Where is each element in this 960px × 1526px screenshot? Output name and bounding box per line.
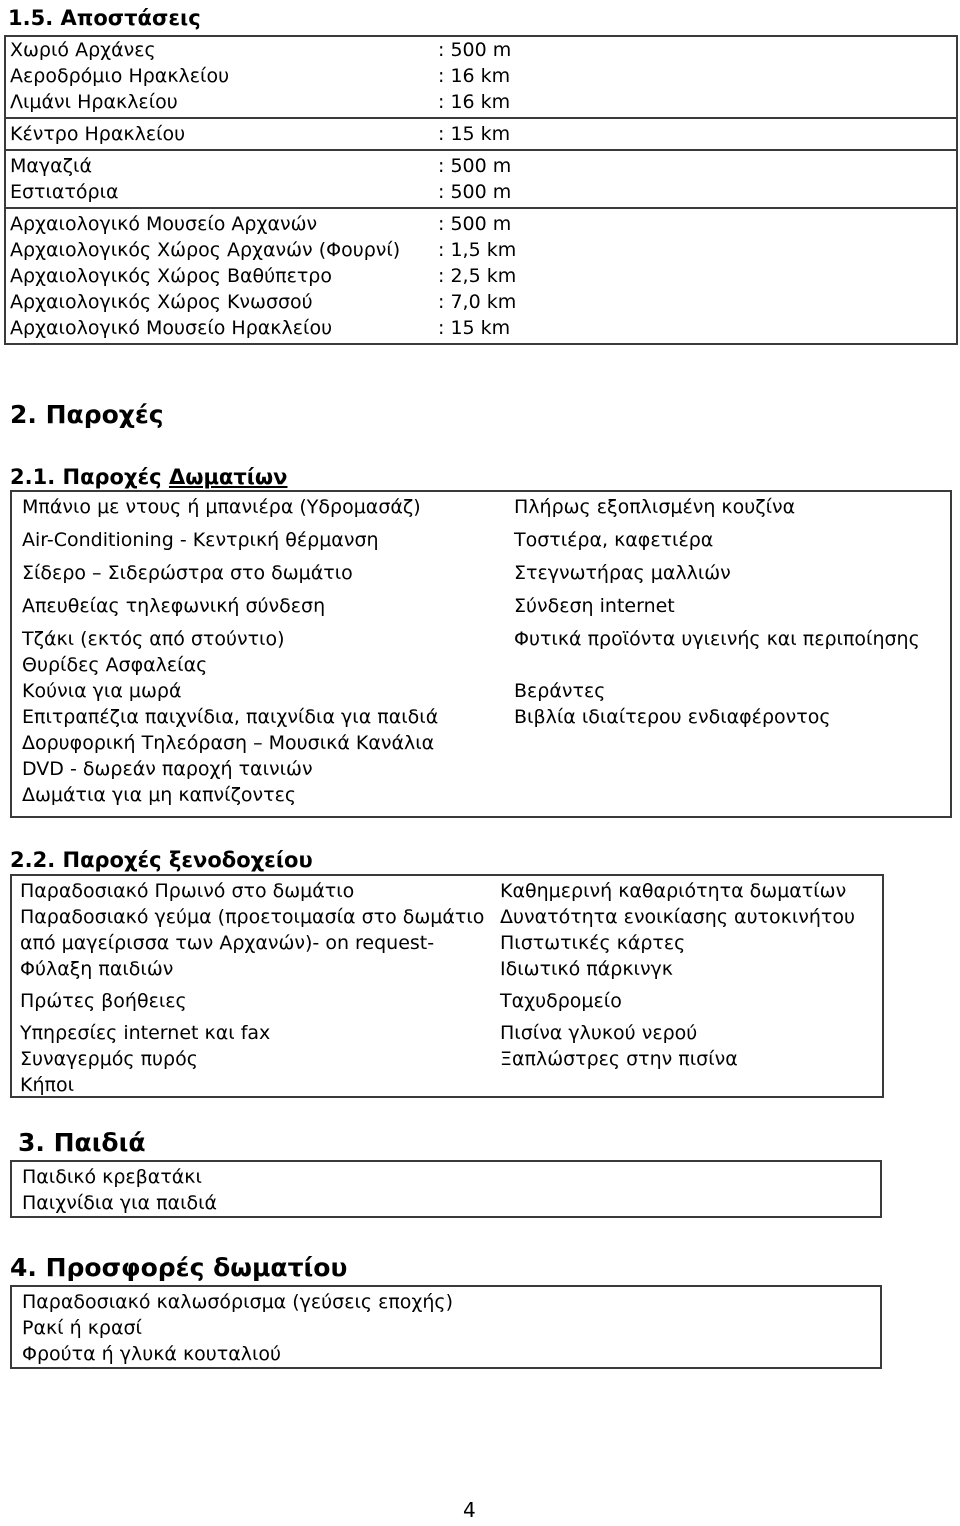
distance-place: Αρχαιολογικός Χώρος Βαθύπετρο [10, 265, 332, 287]
hotel-amenity-right: Πισίνα γλυκού νερού [500, 1022, 698, 1044]
distance-place: Αρχαιολογικός Χώρος Κνωσσού [10, 291, 313, 313]
room-amenity-left: Δωμάτια για μη καπνίζοντες [22, 784, 296, 806]
distance-value: : 16 km [438, 91, 511, 113]
section-2-heading: 2. Παροχές [10, 400, 164, 429]
hotel-amenity-right: Πιστωτικές κάρτες [500, 932, 686, 954]
distances-group-1 [4, 35, 958, 119]
children-box [10, 1160, 882, 1218]
room-amenity-right: Βεράντες [514, 680, 606, 702]
hotel-amenity-right: Ξαπλώστρες στην πισίνα [500, 1048, 738, 1070]
room-amenity-left: Δορυφορική Τηλεόραση – Μουσικά Κανάλια [22, 732, 435, 754]
room-amenity-right: Σύνδεση internet [514, 595, 675, 617]
distance-place: Αρχαιολογικό Μουσείο Αρχανών [10, 213, 318, 235]
room-offer-item: Ρακί ή κρασί [22, 1317, 142, 1339]
distances-group-2 [4, 117, 958, 151]
room-offer-item: Παραδοσιακό καλωσόρισμα (γεύσεις εποχής) [22, 1291, 453, 1313]
hotel-amenity-left: Κήποι [20, 1074, 74, 1096]
distance-place: Χωριό Αρχάνες [10, 39, 156, 61]
distance-place: Λιμάνι Ηρακλείου [10, 91, 178, 113]
hotel-amenity-left: Συναγερμός πυρός [20, 1048, 198, 1070]
room-amenity-right: Τοστιέρα, καφετιέρα [514, 529, 714, 551]
distance-place: Αρχαιολογικός Χώρος Αρχανών (Φουρνί) [10, 239, 401, 261]
hotel-amenities-box [10, 874, 884, 1098]
distance-value: : 500 m [438, 181, 512, 203]
section-3-heading: 3. Παιδιά [18, 1128, 146, 1157]
section-1-5-heading: 1.5. Αποστάσεις [8, 6, 201, 30]
distance-value: : 16 km [438, 65, 511, 87]
room-amenity-left: Επιτραπέζια παιχνίδια, παιχνίδια για παιδιά [22, 706, 439, 728]
hotel-amenity-right: Δυνατότητα ενοικίασης αυτοκινήτου [500, 906, 855, 928]
section-4-heading: 4. Προσφορές δωματίου [10, 1253, 348, 1282]
section-2-2-heading: 2.2. Παροχές ξενοδοχείου [10, 848, 313, 872]
distance-place: Κέντρο Ηρακλείου [10, 123, 186, 145]
room-amenities-box [10, 490, 952, 818]
hotel-amenity-left: Πρώτες βοήθειες [20, 990, 187, 1012]
room-amenity-left: DVD - δωρεάν παροχή ταινιών [22, 758, 313, 780]
room-amenity-right: Βιβλία ιδιαίτερου ενδιαφέροντος [514, 706, 831, 728]
room-amenity-right: Φυτικά προϊόντα υγιεινής και περιποίησης [514, 628, 920, 650]
hotel-amenity-right: Ταχυδρομείο [500, 990, 622, 1012]
distance-place: Αρχαιολογικό Μουσείο Ηρακλείου [10, 317, 333, 339]
room-offers-box [10, 1285, 882, 1369]
hotel-amenity-left: Παραδοσιακό γεύμα (προετοιμασία στο δωμάτιο [20, 906, 485, 928]
room-amenity-left: Air-Conditioning - Κεντρική θέρμανση [22, 529, 379, 551]
hotel-amenity-left: Υπηρεσίες internet και fax [20, 1022, 271, 1044]
hotel-amenity-left: Φύλαξη παιδιών [20, 958, 174, 980]
room-amenity-left: Θυρίδες Ασφαλείας [22, 654, 208, 676]
room-amenity-right: Πλήρως εξοπλισμένη κουζίνα [514, 496, 796, 518]
children-item: Παιχνίδια για παιδιά [22, 1192, 218, 1214]
section-2-1-heading-prefix: 2.1. Παροχές [10, 465, 169, 489]
room-amenity-left: Σίδερο – Σιδερώστρα στο δωμάτιο [22, 562, 353, 584]
hotel-amenity-right: Καθημερινή καθαριότητα δωματίων [500, 880, 847, 902]
distance-value: : 500 m [438, 213, 512, 235]
distances-group-3 [4, 149, 958, 209]
distance-place: Εστιατόρια [10, 181, 119, 203]
section-2-1-heading-underlined: Δωματίων [168, 465, 288, 489]
distance-value: : 500 m [438, 39, 512, 61]
hotel-amenity-right: Ιδιωτικό πάρκινγκ [500, 958, 674, 980]
room-amenity-right: Στεγνωτήρας μαλλιών [514, 562, 731, 584]
distance-value: : 15 km [438, 123, 511, 145]
distance-value: : 7,0 km [438, 291, 517, 313]
hotel-amenity-left: Παραδοσιακό Πρωινό στο δωμάτιο [20, 880, 355, 902]
distance-value: : 2,5 km [438, 265, 517, 287]
room-offer-item: Φρούτα ή γλυκά κουταλιού [22, 1343, 282, 1365]
distance-value: : 15 km [438, 317, 511, 339]
children-item: Παιδικό κρεβατάκι [22, 1166, 202, 1188]
distance-place: Μαγαζιά [10, 155, 92, 177]
room-amenity-left: Κούνια για μωρά [22, 680, 182, 702]
page-number: 4 [463, 1498, 476, 1522]
room-amenity-left: Μπάνιο με ντους ή μπανιέρα (Υδρομασάζ) [22, 496, 421, 518]
distance-value: : 500 m [438, 155, 512, 177]
section-2-1-heading [10, 465, 287, 489]
hotel-amenity-left: από μαγείρισσα των Αρχανών)- on request- [20, 932, 435, 954]
distance-place: Αεροδρόμιο Ηρακλείου [10, 65, 230, 87]
room-amenity-left: Τζάκι (εκτός από στούντιο) [22, 628, 285, 650]
room-amenity-left: Απευθείας τηλεφωνική σύνδεση [22, 595, 326, 617]
distances-group-4 [4, 207, 958, 345]
distance-value: : 1,5 km [438, 239, 517, 261]
